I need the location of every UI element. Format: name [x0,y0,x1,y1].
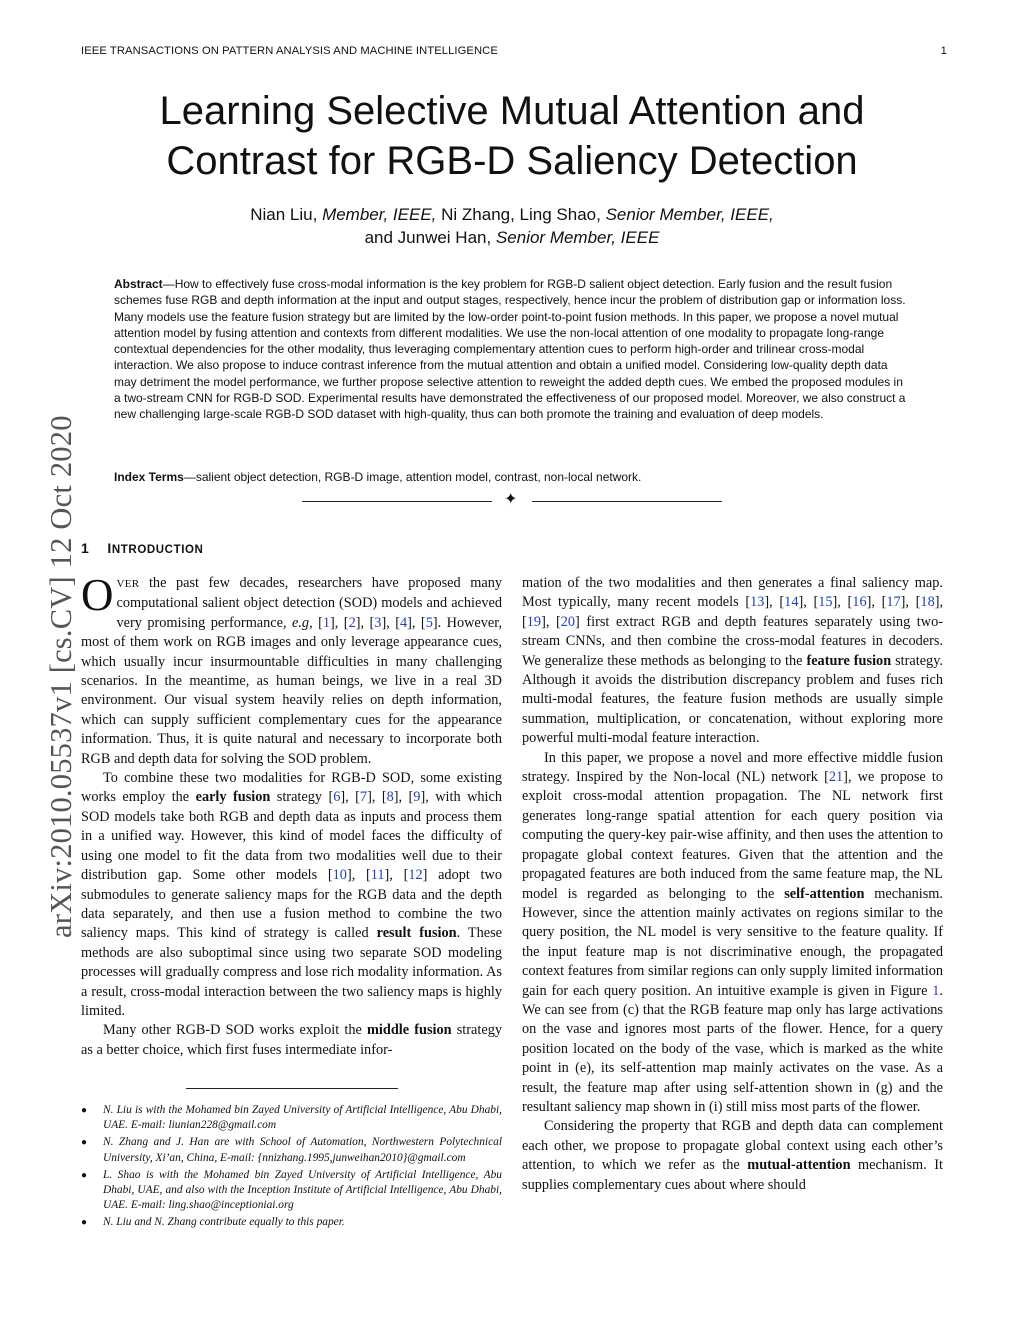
citation-link[interactable]: 15 [818,594,833,611]
text-run: strategy [270,789,329,806]
intro-paragraph-2: To combine these two modalities for RGB-D SOD, some existing works employ the early fusion strategy [6], [7], [8], [9], with which SOD models take both RGB and depth data as inputs and process them in a unified way. However, this kind of model faces the difficulty of using one model to fit the data from two modalities well due to their distribution gap. Some other models [10], [11], [12] adopt two submodules to generate saliency maps for the RGB data and the depth data separately, and then use a fusion method to combine the two saliency maps. This kind of strategy is called result fusion. These methods are also suboptimal since using two separate SOD modeling processes will gradually compress and lose rich modality information. As a result, cross-modal interaction between the two saliency maps is highly limited. [81,770,503,1019]
section-title-initial: I [107,540,112,556]
author-line-1 [60,203,964,226]
footnote-text: N. Liu and N. Zhang contribute equally to this paper. [103,1216,345,1229]
citation-link[interactable]: 5 [425,614,433,631]
index-terms-text: —salient object detection, RGB-D image, attention model, contrast, non-local network. [183,470,642,484]
bold-term: middle fusion [366,1022,452,1039]
intro-paragraph-5: In this paper, we propose a novel and more effective middle fusion strategy. Inspired by the Non-local (NL) network [21], we propose to exploit cross-modal attention propagation. The NL network first generates long-range spatial attention for each query position via computing the query-key pair-wise affinity, and then uses the attention to propagate global context features. Given that the attention and the propagated features are both induced from the same feature map, the NL model is regarded as belonging to the self-attention mechanism. However, since the attention mainly activates on regions similar to the query position, the NL model is very sensitive to the feature quality. If the input feature map is not discriminative enough, the propagated context features from similar regions can only supply limited information gain for each query position. An intuitive example is given in Figure 1. We can see from (c) that the RGB feature map only has large activations on the vase and ignores most parts of the flower. Hence, for a query position located on the body of the vase, which is marked as the white point in (e), its self-attention map mainly activates on the vase. As a result, the feature map after using self-attention shown in (g) and the resultant saliency map shown in (i) still miss most parts of the flower. [522,749,943,1115]
author-3-role: Senior Member, IEEE [495,228,660,247]
page-number: 1 [940,45,947,57]
citation-link[interactable]: 8 [386,789,394,806]
intro-paragraph-4: mation of the two modalities and then generates a final saliency map. Most typically, many recent models [13], [14], [15], [16], [17], [18], [19], [20] first extract RGB and depth features separately using two-stream CNNs, and then combine the cross-modal features in decoders. We generalize these methods as belonging to the feature fusion strategy. Although it avoids the distribution discrepancy problem and fuses rich multi-modal features, the feature fusion methods are usually simple summation, multiplication, or concatenation, without exploring more powerful multi-modal feature interaction. [522,575,944,747]
intro-paragraph-6 [522,1117,943,1195]
figure-link[interactable]: 1 [932,982,940,999]
bold-term: early fusion [195,789,271,806]
bold-term: self-attention [784,885,865,902]
citation-link[interactable]: 2 [348,614,356,631]
text-run: the past few decades, researchers have proposed many computational salient object detection (SOD) models and achieved very promising performance, [116,575,502,631]
text-run: , with which SOD models take both RGB and depth data as inputs and process them in a unified way. However, this kind of model faces the difficulty of using one model to fit the data from two modalities well due to their distribution gap. Some other models [81,789,503,884]
bullet-icon: ● [81,1137,88,1149]
citation-link[interactable]: 6 [333,789,341,806]
journal-name: IEEE TRANSACTIONS ON PATTERN ANALYSIS AND MACHINE INTELLIGENCE [81,45,498,57]
bullet-icon: ● [81,1169,88,1181]
author-2-role: Senior Member, IEEE, [605,205,774,224]
text-run: adopt two submodules to generate saliency maps for the RGB data and the depth data separately, and then use a fusion method to combine the two saliency maps. This kind of strategy is called [81,867,502,942]
abstract [114,276,910,423]
section-title-rest: NTRODUCTION [111,544,204,556]
separator-star-icon: ✦ [504,491,518,508]
intro-paragraph-3 [81,1021,502,1060]
author-2: Ni Zhang, Ling Shao, [441,205,601,224]
author-1-role: Member, IEEE, [322,205,437,224]
citation-link[interactable]: 18 [920,594,935,611]
text-run: mechanism. It supplies complementary cues about where should [522,1157,943,1193]
citation-link[interactable]: 4 [399,614,408,631]
arxiv-identifier: arXiv:2010.05537v1 [cs.CV] 12 Oct 2020 [44,415,78,938]
text-run: Considering the property that RGB and depth data can complement each other, we propose to propagate global context using each other’s attention, to which we refer as the [522,1118,943,1174]
text-run: strategy. Although it avoids the distribution discrepancy problem and fuses rich multi-modal features, the feature fusion methods are usually simple summation, multiplication, or concatenation, without exploring more powerful multi-modal feature interaction. [522,652,943,747]
citation-link[interactable]: 9 [413,789,421,806]
index-terms-label: Index Terms [114,470,184,484]
paper-title [60,86,964,186]
bold-term: feature fusion [806,652,892,669]
text-run: To combine these two modalities for RGB-D SOD, some existing works employ the [81,770,502,806]
text-run: . However, most of them work on RGB images and only leverage appearance cues, which usually incur insurmountable difficulties in many challenging scenarios. In the meantime, as human beings, we live in a real 3D environment. Our visual system heavily relies on depth information, which can supply sufficient complementary cues for the appearance information. Thus, it is quite natural and necessary to incorporate both RGB and depth data for solving the SOD problem. [81,614,503,767]
citation-link[interactable]: 13 [750,594,765,611]
abstract-label: Abstract [114,277,163,291]
footnote-item [81,1103,502,1133]
text-run: , we propose to exploit cross-modal attention propagation. The NL network first generates long-range spatial attention for each query position via computing the query-key pair-wise affinity, and then uses the attention to propagate global context features. Given that the attention and the propagated features are both induced from the same feature map, the NL model is regarded as belonging to the [522,769,943,902]
bold-term: mutual-attention [747,1157,851,1174]
text-run: Many other RGB-D SOD works exploit the [103,1022,367,1039]
text-run: . We can see from (c) that the RGB feature map only has large activations on the vase and ignores most parts of the flower. Hence, for a query position located on the body of the vase, which is marked as the white point in (e), its self-attention map mainly activates on the vase. As a result, the feature map after using self-attention shown in (g) and the resultant saliency map shown in (i) still miss most parts of the flower. [522,982,943,1115]
footnote-text: N. Zhang and J. Han are with School of Automation, Northwestern Polytechnical University, Xi’an, China, E-mail: {nnizhang.1995,junweihan2010}@gmail.com [103,1136,502,1164]
bullet-icon: ● [81,1217,88,1229]
text-run: , [309,614,319,631]
title-line-1: Learning Selective Mutual Attention and [159,89,865,133]
author-1: Nian Liu, [250,205,318,224]
citation-link[interactable]: 16 [852,594,867,611]
left-column [81,570,503,1060]
right-column [522,574,943,1195]
title-line-2: Contrast for RGB-D Saliency Detection [166,139,858,183]
citation-link[interactable]: 7 [359,789,368,806]
author-3: and Junwei Han, [364,228,492,247]
footnote-text: L. Shao is with the Mohamed bin Zayed University of Artificial Intelligence, Abu Dhabi, UAE, and also with the Inception Institute of Artificial Intelligence, Abu Dhabi, UAE. E-mail: ling.shao@inceptioniai.org [103,1168,502,1212]
bullet-icon: ● [81,1105,88,1116]
citation-link[interactable]: 3 [374,614,382,631]
intro-paragraph-1: OVER the past few decades, researchers have proposed many computational salient object detection (SOD) models and achieved very promising performance, e.g, [1], [2], [3], [4], [5]. However, most of them work on RGB images and only leverage appearance cues, which usually incur insurmountable difficulties in many challenging scenarios. In the meantime, as human beings, we live in a real 3D environment. Our visual system heavily relies on depth information, which can supply sufficient complementary cues for the appearance information. Thus, it is quite natural and necessary to incorporate both RGB and depth data for solving the SOD problem. [81,570,503,767]
author-list [60,203,964,249]
section-separator [302,492,722,512]
running-head [81,45,947,57]
footnotes [81,1103,502,1233]
separator-line-left [302,501,492,502]
footnote-rule [186,1088,398,1089]
footnote-item [81,1215,502,1230]
separator-line-right [532,501,722,502]
citation-link[interactable]: 1 [322,614,331,631]
citation-link[interactable]: 11 [370,867,385,884]
citation-link[interactable]: 10 [332,867,347,884]
citation-link[interactable]: 12 [408,867,423,884]
text-run: e.g [292,614,310,631]
section-heading [81,540,203,556]
text-run: mation of the two modalities and then generates a final saliency map. Most typically, many recent models [522,575,943,611]
author-line-2 [60,226,964,249]
text-run: strategy as a better choice, which first fuses intermediate infor- [81,1022,502,1058]
index-terms [114,469,910,485]
footnote-text: N. Liu is with the Mohamed bin Zayed University of Artificial Intelligence, Abu Dhabi, UAE. E-mail: liunian228@gmail.com [103,1104,502,1132]
text-run: first extract RGB and depth features separately using two-stream CNNs, and then combine the cross-modal features in decoders. We generalize these methods as belonging to the [522,613,943,669]
citation-link[interactable]: 21 [828,769,844,786]
text-run: . These methods are also suboptimal since using two separate SOD modeling processes will gradually compress and lose rich modality information. As a result, cross-modal interaction between the two saliency maps is highly limited. [81,925,502,1019]
abstract-text: —How to effectively fuse cross-modal information is the key problem for RGB-D salient object detection. Early fusion and the result fusion schemes fuse RGB and depth information at the input and output stages, respectively, hence incur the problem of distribution gap or information loss. Many models use the feature fusion strategy but are limited by the low-order point-to-point fusion methods. In this paper, we propose a novel mutual attention model by fusing attention and contexts from different modalities. We use the non-local attention of one modality to propagate long-range contextual dependencies for the other modality, thus leveraging complementary attention cues to perform high-order and trilinear cross-modal interaction. We also propose to induce contrast inference from the mutual attention and obtain a unified model. Considering low-quality depth data may detriment the model performance, we further propose selective attention to reweight the added depth cues. We embed the proposed modules in a two-stream CNN for RGB-D SOD. Experimental results have demonstrated the effectiveness of our proposed model. Moreover, we also construct a new challenging large-scale RGB-D SOD dataset with high-quality, thus can both promote the training and evaluation of deep models. [114,277,906,422]
footnote-item [81,1168,502,1214]
citation-link[interactable]: 17 [886,594,901,611]
citation-link[interactable]: 14 [784,594,799,611]
text-run: In this paper, we propose a novel and more effective middle fusion strategy. Inspired by the Non-local (NL) network [522,749,943,786]
bold-term: result fusion [376,925,457,942]
drop-cap: O [81,570,114,620]
text-run: mechanism. However, since the attention mainly activates on regions similar to the query position, the NL model is very sensitive to the feature quality. If the input feature map is not discriminative enough, the propagated context features from similar regions can only supply limited information gain for each query position. An intuitive example is given in Figure [522,885,943,999]
section-number: 1 [81,540,90,556]
citation-link[interactable]: 19 [526,613,542,630]
footnote-item [81,1135,502,1165]
smallcaps-lead: VER [116,578,140,590]
citation-link[interactable]: 20 [560,613,576,630]
